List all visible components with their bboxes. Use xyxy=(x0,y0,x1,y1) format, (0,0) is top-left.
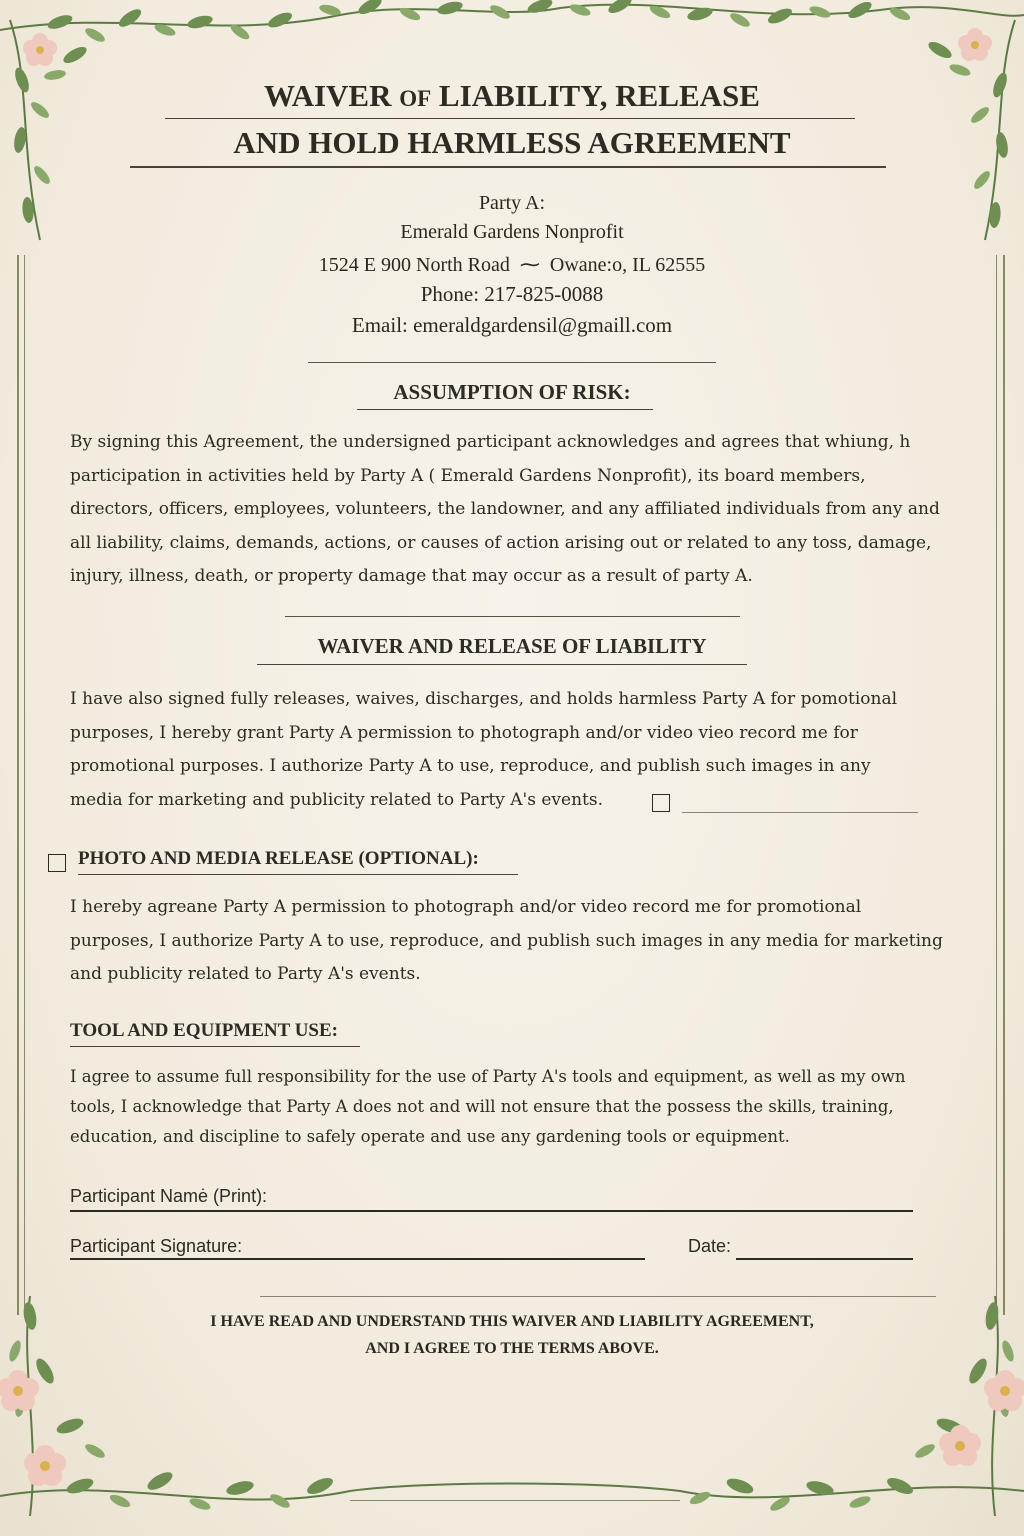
document-title-line1 xyxy=(0,78,1024,114)
tools-text: I agree to assume full responsibility for the use of Party A's tools and equipment, as well as my own tools, I acknowledge that Party A does not and will not ensure that the possess the skills, training, education, and discipline to safely operate and use any gardening tools or equipment. xyxy=(70,1067,906,1146)
divider-2 xyxy=(285,616,740,617)
party-name: Emerald Gardens Nonprofit xyxy=(400,221,624,243)
photo-underline xyxy=(78,874,518,875)
address-street: 1524 E 900 North Road xyxy=(318,254,510,276)
title-rule-2 xyxy=(130,166,886,168)
footer-line-2: AND I AGREE TO THE TERMS ABOVE. xyxy=(365,1340,659,1357)
waiver-checkbox[interactable] xyxy=(652,794,670,812)
address-city: Owane:o, IL 62555 xyxy=(549,254,706,276)
waiver-heading: WAIVER AND RELEASE OF LIABILITY xyxy=(317,634,707,658)
tools-underline xyxy=(70,1046,360,1047)
frame-right-inner xyxy=(996,255,997,1315)
assumption-underline xyxy=(357,409,653,410)
participant-name-field[interactable] xyxy=(70,1210,913,1212)
divider-3 xyxy=(260,1296,936,1297)
title-text-a: WAIVER xyxy=(264,78,400,113)
dash-icon: ⁓ xyxy=(519,254,540,276)
frame-right-outer xyxy=(1003,255,1005,1315)
footer-line-1: I HAVE READ AND UNDERSTAND THIS WAIVER AND LIABILITY AGREEMENT, xyxy=(210,1313,814,1330)
photo-release-checkbox[interactable] xyxy=(48,854,66,872)
waiver-underline xyxy=(257,664,747,665)
party-phone: Phone: 217-825-0088 xyxy=(420,282,604,306)
title-text-b: LIABILITY, RELEASE xyxy=(431,78,760,113)
photo-heading: PHOTO AND MEDIA RELEASE (OPTIONAL): xyxy=(78,848,479,869)
assumption-text: By signing this Agreement, the undersigned participant acknowledges and agrees that whiung, h participation in activities held by Party A ( Emerald Gardens Nonprofit), its board members, directors, officers, employees, volunteers, the landowner, and any affiliated individuals from any and all liability, claims, demands, actions, or causes of action arising out or related to any toss, damage, injury, illness, death, or property damage that may occur as a result of party A. xyxy=(70,432,940,586)
frame-left-inner xyxy=(24,255,25,1315)
title-text-of: OF xyxy=(399,86,432,111)
document-title-line2: AND HOLD HARMLESS AGREEMENT xyxy=(233,125,791,160)
party-email: Email: emeraldgardensil@gmaill.com xyxy=(351,313,673,337)
date-label: Date: xyxy=(688,1236,732,1256)
waiver-initial-line[interactable] xyxy=(682,812,918,813)
party-label: Party A: xyxy=(478,192,546,214)
frame-left-outer xyxy=(17,255,19,1315)
date-field[interactable] xyxy=(736,1258,913,1260)
divider-1 xyxy=(308,362,716,363)
title-rule-1 xyxy=(165,118,855,119)
participant-signature-field[interactable] xyxy=(70,1258,645,1260)
photo-text: I hereby agreane Party A permission to photograph and/or video record me for promotional purposes, I authorize Party A to use, reproduce, and publish such images in any media for marketing and publicity related to Party A's events. xyxy=(70,897,943,984)
tools-heading: TOOL AND EQUIPMENT USE: xyxy=(70,1020,338,1041)
participant-signature-label: Participant Signature: xyxy=(70,1236,243,1256)
participant-name-label: Participant Namė (Print): xyxy=(70,1186,268,1206)
party-address xyxy=(0,252,1024,277)
waiver-text: I have also signed fully releases, waives, discharges, and holds harmless Party A for pomotional purposes, I hereby grant Party A permission to photograph and/or video vieo record me for promotional purposes. I authorize Party A to use, reproduce, and publish such images in any media for marketing and publicity related to Party A's events. xyxy=(70,689,898,810)
assumption-heading: ASSUMPTION OF RISK: xyxy=(393,380,631,404)
